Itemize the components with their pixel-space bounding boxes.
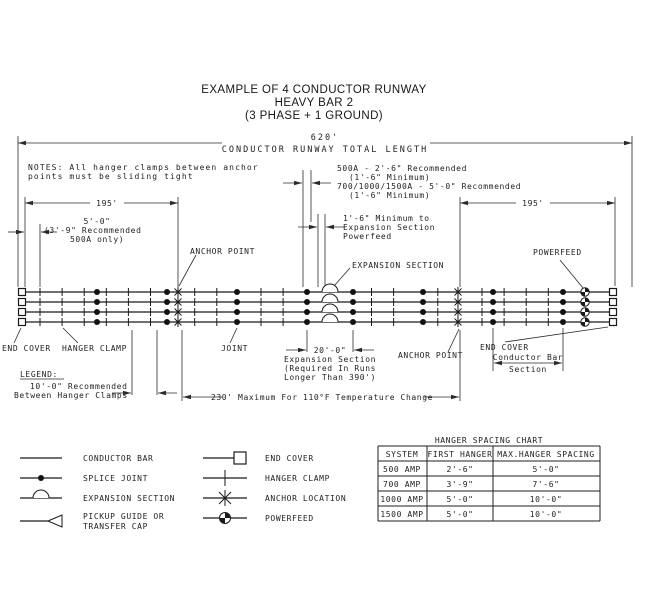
- expansion-section-label: EXPANSION SECTION: [352, 261, 445, 270]
- splice-joint-dot: [304, 319, 310, 325]
- table-row: [383, 480, 560, 489]
- splice-joint-dot: [304, 289, 310, 295]
- end-cover-square: [19, 319, 26, 326]
- splice-joint-dot: [490, 299, 496, 305]
- end-cover-right-label: END COVER: [480, 343, 529, 352]
- splice-joint-dot: [350, 309, 356, 315]
- hanger-chart-title: HANGER SPACING CHART: [434, 436, 544, 445]
- powerfeed-wedge: [581, 312, 585, 316]
- annotation-labels: [2, 133, 582, 402]
- cell-max-1000: 10'-0": [529, 495, 563, 504]
- legend-item-pickup-guide-line1: PICKUP GUIDE OR: [83, 512, 165, 521]
- splice-joint-dot: [234, 299, 240, 305]
- splice-joint-dot: [420, 319, 426, 325]
- chart-header-first-hanger: FIRST HANGER: [427, 450, 493, 459]
- cell-first-500: 2'-6": [446, 465, 474, 474]
- anchor-point-left-label: ANCHOR POINT: [190, 247, 255, 256]
- end-cover-square: [610, 299, 617, 306]
- splice-joint-dot: [94, 289, 100, 295]
- splice-joint-dot: [164, 289, 170, 295]
- first-hanger-line2: (3'-9" Recommended: [44, 226, 142, 235]
- dim-right-195: 195': [522, 199, 544, 208]
- powerfeed-min-line1: 1'-6" Minimum to: [343, 214, 430, 223]
- splice-joint-dot: [234, 319, 240, 325]
- table-row: [380, 510, 562, 519]
- powerfeed-wedge: [585, 318, 589, 322]
- conductor-bar-section-line1: Conductor Bar: [492, 353, 564, 362]
- legend-line1: 10'-0" Recommended: [30, 382, 128, 391]
- recommend-line2: (1'-6" Minimum): [349, 173, 431, 182]
- total-length-value: 620': [310, 133, 340, 143]
- end-cover-square: [610, 309, 617, 316]
- powerfeed-min-line2: Expansion Section: [343, 223, 436, 232]
- first-hanger-line3: 500A only): [70, 235, 125, 244]
- notes-line1: NOTES: All hanger clamps between anchor: [28, 163, 259, 172]
- legend-item-splice-joint: SPLICE JOINT: [83, 474, 148, 483]
- drawing-title-line1: EXAMPLE OF 4 CONDUCTOR RUNWAY: [201, 84, 427, 96]
- table-row: [383, 465, 560, 474]
- end-cover-square: [610, 319, 617, 326]
- legend-item-end-cover: END COVER: [265, 454, 314, 463]
- powerfeed-min-line3: Powerfeed: [343, 232, 392, 241]
- notes-line2: points must be sliding tight: [28, 172, 194, 181]
- splice-joint-dot: [164, 299, 170, 305]
- cell-max-500: 5'-0": [532, 465, 560, 474]
- splice-joint-dot: [234, 289, 240, 295]
- symbol-legend: [20, 452, 346, 531]
- powerfeed-wedge: [585, 308, 589, 312]
- legend-item-expansion-section: EXPANSION SECTION: [83, 494, 176, 503]
- end-cover-square: [610, 289, 617, 296]
- dim-left-195: 195': [96, 199, 118, 208]
- powerfeed-wedge: [581, 322, 585, 326]
- splice-joint-dot: [490, 289, 496, 295]
- splice-joint-dot: [234, 309, 240, 315]
- end-cover-square: [19, 309, 26, 316]
- expansion-dim-line4: Longer Than 390'): [283, 373, 377, 382]
- splice-joint-dot: [94, 319, 100, 325]
- end-cover-symbol: [234, 452, 246, 464]
- splice-joint-dot: [420, 289, 426, 295]
- expansion-arc: [322, 294, 338, 302]
- end-cover-square: [19, 289, 26, 296]
- splice-joint-dot: [490, 309, 496, 315]
- chart-header-system: SYSTEM: [385, 450, 419, 459]
- splice-joint-dot: [560, 299, 566, 305]
- splice-joint-dot: [350, 299, 356, 305]
- powerfeed-wedge: [581, 302, 585, 306]
- splice-joint-dot: [164, 319, 170, 325]
- splice-joint-dot: [94, 299, 100, 305]
- splice-joint-dot: [420, 309, 426, 315]
- splice-joint-dot: [164, 309, 170, 315]
- powerfeed-wedge: [585, 288, 589, 292]
- legend-item-pickup-guide-line2: TRANSFER CAP: [83, 522, 148, 531]
- anchor-point-right-label: ANCHOR POINT: [398, 351, 463, 360]
- legend-item-hanger-clamp: HANGER CLAMP: [265, 474, 330, 483]
- cell-max-1500: 10'-0": [529, 510, 563, 519]
- expansion-dim-line1: 20'-0": [313, 346, 347, 355]
- splice-joint-dot: [420, 299, 426, 305]
- temperature-dim-label: 230' Maximum For 110°F Temperature Change: [210, 393, 434, 402]
- hanger-clamp-label: HANGER CLAMP: [62, 344, 127, 353]
- powerfeed-symbol: [220, 513, 231, 524]
- end-cover-square: [19, 299, 26, 306]
- expansion-arc: [322, 284, 338, 292]
- splice-joint-dot: [350, 289, 356, 295]
- expansion-dim-line2: Expansion Section: [283, 355, 377, 364]
- splice-joint-dot: [560, 319, 566, 325]
- splice-joint-dot: [350, 319, 356, 325]
- cell-first-700: 3'-9": [446, 480, 474, 489]
- splice-joint-symbol: [38, 475, 44, 481]
- splice-joint-dot: [560, 289, 566, 295]
- cell-system-500: 500 AMP: [383, 465, 421, 474]
- powerfeed-wedge: [581, 292, 585, 296]
- recommend-line3: 700/1000/1500A - 5'-0" Recommended: [337, 182, 522, 191]
- runway: [19, 284, 617, 327]
- first-hanger-line1: 5'-0": [83, 217, 111, 226]
- recommend-line1: 500A - 2'-6" Recommended: [337, 164, 467, 173]
- total-length-label: CONDUCTOR RUNWAY TOTAL LENGTH: [221, 145, 429, 155]
- legend-item-anchor-location: ANCHOR LOCATION: [265, 494, 347, 503]
- joint-label: JOINT: [221, 344, 249, 353]
- legend-item-powerfeed: POWERFEED: [265, 514, 314, 523]
- table-row: [380, 495, 562, 504]
- cell-system-1500: 1500 AMP: [380, 510, 424, 519]
- legend-line2: Between Hanger Clamps: [14, 391, 128, 400]
- end-cover-left-label: END COVER: [2, 344, 51, 353]
- expansion-section-symbol: [33, 490, 49, 498]
- expansion-dim-line3: (Required In Runs: [283, 364, 377, 373]
- conductor-bar-section-line2: Section: [509, 365, 547, 374]
- hanger-spacing-chart: [378, 436, 600, 521]
- cell-first-1000: 5'-0": [446, 495, 474, 504]
- splice-joint-dot: [304, 299, 310, 305]
- pickup-guide-symbol: [48, 515, 62, 527]
- title-block: [201, 84, 426, 122]
- drawing-title-line3: (3 PHASE + 1 GROUND): [244, 110, 384, 122]
- legend-item-conductor-bar: CONDUCTOR BAR: [83, 454, 154, 463]
- cell-system-1000: 1000 AMP: [380, 495, 424, 504]
- leader-lines: [14, 255, 608, 352]
- legend-heading: LEGEND:: [20, 370, 58, 379]
- splice-joint-dot: [304, 309, 310, 315]
- cell-max-700: 7'-6": [532, 480, 560, 489]
- cell-system-700: 700 AMP: [383, 480, 421, 489]
- expansion-arc: [322, 304, 338, 312]
- expansion-arc: [322, 314, 338, 322]
- splice-joint-dot: [94, 309, 100, 315]
- recommend-line4: (1'-6" Minimum): [349, 191, 431, 200]
- chart-header-max-spacing: MAX.HANGER SPACING: [497, 450, 595, 459]
- splice-joint-dot: [560, 309, 566, 315]
- powerfeed-label: POWERFEED: [533, 248, 582, 257]
- splice-joint-dot: [490, 319, 496, 325]
- drawing-title-line2: HEAVY BAR 2: [274, 97, 354, 109]
- cell-first-1500: 5'-0": [446, 510, 474, 519]
- powerfeed-wedge: [585, 298, 589, 302]
